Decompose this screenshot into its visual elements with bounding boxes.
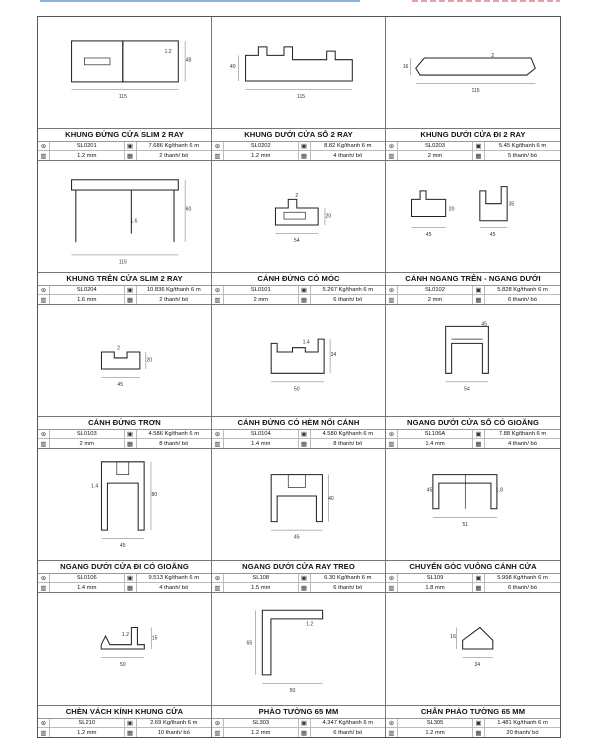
profile-specs (212, 285, 385, 304)
thickness-icon: ▥ (212, 151, 224, 160)
dimension-label: 115 (118, 259, 127, 266)
profile-weight: 1.481 Kg/thanh 6 m (485, 719, 560, 728)
bundle-icon: ▦ (299, 295, 311, 304)
weight-scale-icon: ▣ (125, 286, 137, 295)
profile-thickness: 2 mm (50, 439, 125, 448)
profile-card (38, 161, 212, 305)
bundle-icon: ▦ (473, 295, 485, 304)
dimension-label: 2 (117, 345, 120, 352)
dimension-label: 80 (151, 491, 158, 498)
profile-thickness: 1.2 mm (398, 728, 473, 737)
profile-cross-section (212, 305, 385, 416)
dimension-label: 16 (402, 64, 409, 71)
profile-title: CÁNH ĐỨNG TRƠN (38, 416, 211, 429)
weight-scale-icon: ▣ (299, 719, 311, 728)
weight-scale-icon: ▣ (473, 574, 485, 583)
profile-specs (386, 573, 560, 592)
bundle-icon: ▦ (473, 728, 485, 737)
profile-specs (38, 429, 211, 448)
thickness-icon: ▥ (386, 583, 398, 592)
profile-weight: 10.836 Kg/thanh 6 m (137, 286, 212, 295)
profile-specs (212, 718, 385, 737)
profile-drawing (386, 17, 560, 128)
profile-weight: 4.347 Kg/thanh 6 m (311, 719, 386, 728)
profile-card (38, 305, 212, 449)
profile-title: NGANG DƯỚI CỬA SỔ CÓ GIOĂNG (386, 416, 560, 429)
bundle-icon: ▦ (473, 583, 485, 592)
profile-code: SL0106 (50, 574, 125, 583)
thickness-icon: ▥ (38, 728, 50, 737)
profile-cross-section (386, 17, 560, 128)
profile-weight: 4.586 Kg/thanh 6 m (137, 430, 212, 439)
dimension-label: 54 (464, 386, 470, 393)
profile-title: NGANG DƯỚI CỬA ĐI CÓ GIOĂNG (38, 560, 211, 573)
profile-code: SL0103 (50, 430, 125, 439)
thickness-icon: ▥ (38, 439, 50, 448)
dimension-label: 45 (481, 321, 487, 328)
dimension-label: 51 (462, 521, 469, 528)
profile-card (212, 593, 386, 737)
profile-pack: 6 thanh/ bó (333, 296, 363, 303)
profile-weight: 7.686 Kg/thanh 6 m (137, 142, 212, 151)
profile-weight: 8.82 Kg/thanh 6 m (311, 142, 386, 151)
dimension-label: 20 (448, 206, 455, 213)
dimension-label: 50 (293, 386, 300, 393)
profile-title: CÁNH NGANG TRÊN - NGANG DƯỚI (386, 272, 560, 285)
profile-code: SL109 (398, 574, 473, 583)
profile-pack: 6 thanh/ bó (333, 584, 363, 591)
profile-specs (212, 141, 385, 160)
profile-title: PHÀO TƯỜNG 65 MM (212, 705, 385, 718)
profile-code: SL0204 (50, 286, 125, 295)
profile-code: SL0202 (224, 142, 299, 151)
weight-scale-icon: ▣ (299, 142, 311, 151)
profile-card (212, 305, 386, 449)
profile-pack: 4 thanh/ bó (333, 152, 363, 159)
dimension-label: 48 (185, 57, 192, 64)
brand-logo-icon: ⊛ (386, 430, 398, 439)
dimension-label: 34 (474, 662, 481, 669)
profile-weight: 5.828 Kg/thanh 6 m (485, 286, 560, 295)
dimension-label: 1.6 (130, 218, 138, 225)
profile-catalog-grid (37, 16, 561, 738)
profile-cross-section (38, 449, 211, 560)
profile-code: SL303 (224, 719, 299, 728)
bundle-icon: ▦ (473, 439, 485, 448)
weight-scale-icon: ▣ (125, 142, 137, 151)
profile-thickness: 2 mm (224, 295, 299, 304)
profile-drawing (386, 161, 560, 272)
thickness-icon: ▥ (212, 295, 224, 304)
brand-logo-icon: ⊛ (212, 142, 224, 151)
weight-scale-icon: ▣ (125, 574, 137, 583)
profile-pack: 6 thanh/ bó (333, 729, 363, 736)
thickness-icon: ▥ (212, 728, 224, 737)
dimension-label: 45 (426, 487, 433, 494)
profile-drawing (386, 305, 560, 416)
brand-logo-icon: ⊛ (386, 574, 398, 583)
profile-card (38, 593, 212, 737)
profile-specs (212, 429, 385, 448)
profile-pack: 6 thanh/ bó (507, 584, 537, 591)
profile-thickness: 2 mm (398, 151, 473, 160)
profile-drawing (212, 449, 385, 560)
profile-specs (386, 429, 560, 448)
profile-cross-section (38, 17, 211, 128)
profile-drawing (212, 305, 385, 416)
profile-card (212, 449, 386, 593)
bundle-icon: ▦ (299, 728, 311, 737)
profile-title: CÁNH ĐỨNG CÓ MÓC (212, 272, 385, 285)
profile-card (38, 17, 212, 161)
weight-scale-icon: ▣ (473, 719, 485, 728)
dimension-label: 115 (471, 88, 480, 95)
brand-logo-icon: ⊛ (212, 286, 224, 295)
profile-cross-section (386, 305, 560, 416)
header-rule-left (40, 0, 360, 2)
weight-scale-icon: ▣ (473, 286, 485, 295)
profile-pack: 20 thanh/ bó (506, 729, 539, 736)
profile-weight: 5.998 Kg/thanh 6 m (485, 574, 560, 583)
thickness-icon: ▥ (38, 295, 50, 304)
weight-scale-icon: ▣ (125, 430, 137, 439)
weight-scale-icon: ▣ (299, 286, 311, 295)
profile-drawing (212, 161, 385, 272)
profile-title: KHUNG TRÊN CỬA SLIM 2 RAY (38, 272, 211, 285)
bundle-icon: ▦ (125, 439, 137, 448)
dimension-label: 45 (293, 534, 300, 541)
profile-pack: 10 thanh/ bó (157, 729, 190, 736)
bundle-icon: ▦ (125, 728, 137, 737)
bundle-icon: ▦ (299, 151, 311, 160)
profile-weight: 4.580 Kg/thanh 6 m (311, 430, 386, 439)
dimension-label: 54 (293, 238, 300, 245)
dimension-label: 1.4 (91, 483, 99, 490)
profile-code: SL0104 (224, 430, 299, 439)
profile-specs (386, 718, 560, 737)
weight-scale-icon: ▣ (473, 430, 485, 439)
profile-code: SL106A (398, 430, 473, 439)
profile-cross-section (212, 449, 385, 560)
profile-pack: 5 thanh/ bó (507, 152, 537, 159)
dimension-label: 2 (491, 53, 495, 60)
profile-weight: 7.88 Kg/thanh 6 m (485, 430, 560, 439)
thickness-icon: ▥ (386, 439, 398, 448)
profile-specs (386, 285, 560, 304)
profile-thickness: 1.2 mm (50, 151, 125, 160)
profile-cross-section (212, 17, 385, 128)
profile-specs (38, 285, 211, 304)
weight-scale-icon: ▣ (299, 574, 311, 583)
profile-specs (386, 141, 560, 160)
profile-cross-section (38, 305, 211, 416)
thickness-icon: ▥ (386, 151, 398, 160)
dimension-label: 35 (508, 201, 515, 208)
profile-cross-section (212, 161, 385, 272)
bundle-icon: ▦ (299, 439, 311, 448)
profile-drawing (386, 593, 560, 705)
profile-cross-section (386, 449, 560, 560)
profile-pack: 4 thanh/ bó (159, 584, 189, 591)
thickness-icon: ▥ (386, 295, 398, 304)
profile-card (386, 17, 560, 161)
thickness-icon: ▥ (386, 728, 398, 737)
profile-thickness: 1.4 mm (224, 439, 299, 448)
profile-card (212, 17, 386, 161)
profile-pack: 8 thanh/ bó (159, 440, 189, 447)
profile-title: CHUYỂN GÓC VUÔNG CÁNH CỬA (386, 560, 560, 573)
profile-thickness: 1.4 mm (50, 583, 125, 592)
dimension-label: 45 (425, 232, 432, 239)
profile-title: KHUNG ĐỨNG CỬA SLIM 2 RAY (38, 128, 211, 141)
profile-weight: 2.69 Kg/thanh 6 m (137, 719, 212, 728)
profile-pack: 8 thanh/ bó (333, 440, 363, 447)
profile-code: SL0203 (398, 142, 473, 151)
dimension-label: 1.2 (306, 621, 314, 628)
profile-pack: 4 thanh/ bó (507, 440, 537, 447)
profile-thickness: 1.2 mm (224, 151, 299, 160)
dimension-label: 45 (489, 232, 496, 239)
dimension-label: 45 (117, 382, 124, 389)
dimension-label: 40 (328, 496, 334, 503)
profile-card (386, 449, 560, 593)
profile-drawing (386, 449, 560, 560)
weight-scale-icon: ▣ (299, 430, 311, 439)
dimension-label: 1.8 (495, 487, 504, 494)
dimension-label: 45 (119, 543, 126, 550)
bundle-icon: ▦ (299, 583, 311, 592)
profile-thickness: 1.2 mm (224, 728, 299, 737)
profile-code: SL305 (398, 719, 473, 728)
profile-thickness: 1.8 mm (398, 583, 473, 592)
profile-thickness: 1.2 mm (50, 728, 125, 737)
profile-pack: 2 thanh/ bó (159, 152, 189, 159)
profile-drawing (212, 17, 385, 128)
header-rule-right (412, 0, 560, 2)
profile-card (386, 593, 560, 737)
dimension-label: 1.2 (121, 632, 129, 639)
dimension-label: 1.4 (302, 339, 310, 346)
profile-code: SL210 (50, 719, 125, 728)
profile-code: SL108 (224, 574, 299, 583)
dimension-label: 50 (119, 662, 126, 669)
brand-logo-icon: ⊛ (386, 142, 398, 151)
profile-weight: 5.267 Kg/thanh 6 m (311, 286, 386, 295)
profile-drawing (212, 593, 385, 705)
profile-specs (38, 718, 211, 737)
dimension-label: 34 (330, 352, 337, 359)
profile-drawing (38, 593, 211, 705)
profile-thickness: 1.6 mm (50, 295, 125, 304)
profile-card (386, 161, 560, 305)
dimension-label: 65 (246, 640, 253, 647)
profile-pack: 6 thanh/ bó (507, 296, 537, 303)
profile-weight: 6.30 Kg/thanh 6 m (311, 574, 386, 583)
profile-drawing (38, 161, 211, 272)
dimension-label: 60 (185, 206, 192, 213)
brand-logo-icon: ⊛ (38, 142, 50, 151)
profile-card (212, 161, 386, 305)
profile-title: CHÈN VÁCH KÍNH KHUNG CỬA (38, 705, 211, 718)
dimension-label: 16 (450, 633, 457, 640)
profile-cross-section (212, 593, 385, 705)
profile-cross-section (386, 161, 560, 272)
profile-drawing (38, 17, 211, 128)
weight-scale-icon: ▣ (125, 719, 137, 728)
profile-card (38, 449, 212, 593)
dimension-label: 115 (296, 94, 306, 101)
brand-logo-icon: ⊛ (38, 286, 50, 295)
profile-code: SL0102 (398, 286, 473, 295)
profile-thickness: 1.4 mm (398, 439, 473, 448)
brand-logo-icon: ⊛ (386, 286, 398, 295)
brand-logo-icon: ⊛ (212, 719, 224, 728)
dimension-label: 20 (325, 213, 332, 220)
profile-title: CHÂN PHÀO TƯỜNG 65 MM (386, 705, 560, 718)
profile-cross-section (38, 161, 211, 272)
brand-logo-icon: ⊛ (38, 719, 50, 728)
profile-title: KHUNG DƯỚI CỬA ĐI 2 RAY (386, 128, 560, 141)
profile-card (386, 305, 560, 449)
dimension-label: 15 (151, 635, 158, 642)
profile-title: CÁNH ĐỨNG CÓ HÈM NỐI CÁNH (212, 416, 385, 429)
profile-thickness: 2 mm (398, 295, 473, 304)
weight-scale-icon: ▣ (473, 142, 485, 151)
profile-code: SL0101 (224, 286, 299, 295)
brand-logo-icon: ⊛ (212, 430, 224, 439)
profile-weight: 9.513 Kg/thanh 6 m (137, 574, 212, 583)
profile-code: SL0201 (50, 142, 125, 151)
bundle-icon: ▦ (125, 151, 137, 160)
thickness-icon: ▥ (212, 439, 224, 448)
thickness-icon: ▥ (38, 583, 50, 592)
profile-title: KHUNG DƯỚI CỬA SỔ 2 RAY (212, 128, 385, 141)
brand-logo-icon: ⊛ (38, 574, 50, 583)
bundle-icon: ▦ (473, 151, 485, 160)
dimension-label: 20 (146, 357, 153, 364)
profile-title: NGANG DƯỚI CỬA RAY TREO (212, 560, 385, 573)
brand-logo-icon: ⊛ (38, 430, 50, 439)
bundle-icon: ▦ (125, 295, 137, 304)
dimension-label: 40 (229, 64, 236, 71)
thickness-icon: ▥ (212, 583, 224, 592)
profile-specs (38, 573, 211, 592)
bundle-icon: ▦ (125, 583, 137, 592)
profile-pack: 2 thanh/ bó (159, 296, 189, 303)
profile-specs (38, 141, 211, 160)
dimension-label: 50 (289, 688, 296, 695)
dimension-label: 115 (118, 94, 127, 101)
profile-weight: 5.45 Kg/thanh 6 m (485, 142, 560, 151)
profile-cross-section (386, 593, 560, 705)
brand-logo-icon: ⊛ (212, 574, 224, 583)
brand-logo-icon: ⊛ (386, 719, 398, 728)
profile-drawing (38, 305, 211, 416)
profile-drawing (38, 449, 211, 560)
profile-cross-section (38, 593, 211, 705)
dimension-label: 1.2 (164, 48, 172, 55)
profile-specs (212, 573, 385, 592)
thickness-icon: ▥ (38, 151, 50, 160)
profile-thickness: 1.5 mm (224, 583, 299, 592)
dimension-label: 2 (295, 192, 299, 199)
